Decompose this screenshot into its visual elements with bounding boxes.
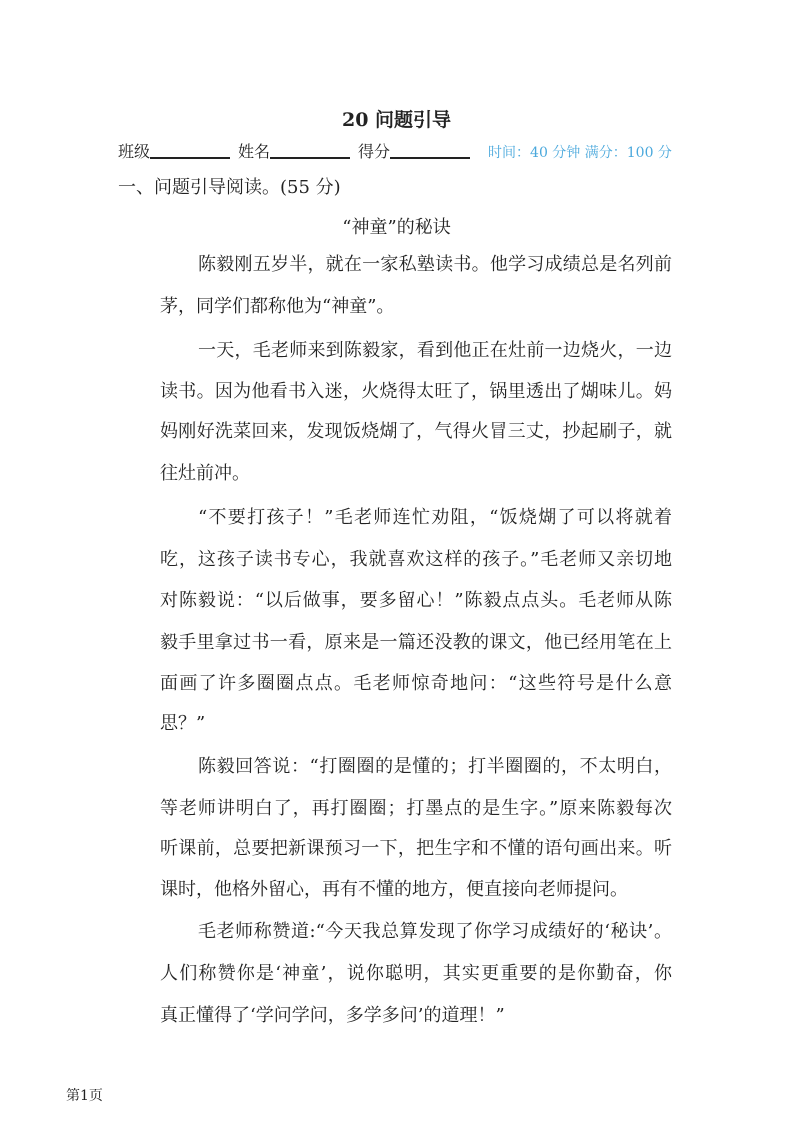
time-info: 时间：40 分钟 满分：100 分 bbox=[488, 145, 672, 161]
article-line: 妈刚好洗菜回来，发现饭烧煳了，气得火冒三丈，抄起刷子，就 bbox=[160, 421, 672, 442]
class-blank bbox=[150, 143, 230, 159]
article-title: “神童”的秘诀 bbox=[342, 217, 451, 238]
student-info-row bbox=[118, 139, 672, 162]
article-line: 陈毅回答说：“打圈圈的是懂的；打半圈圈的，不太明白， bbox=[198, 756, 672, 777]
article-line: 往灶前冲。 bbox=[160, 463, 250, 484]
page-title: 20 问题引导 bbox=[341, 109, 452, 131]
score-blank bbox=[390, 143, 470, 159]
article-line: 一天，毛老师来到陈毅家，看到他正在灶前一边烧火，一边 bbox=[198, 340, 672, 361]
article-line: 毅手里拿过书一看，原来是一篇还没教的课文，他已经用笔在上 bbox=[160, 632, 672, 653]
name-blank bbox=[270, 143, 350, 159]
article-line: 面画了许多圈圈点点。毛老师惊奇地问：“这些符号是什么意 bbox=[160, 673, 672, 694]
article-line: 读书。因为他看书入迷，火烧得太旺了，锅里透出了煳味儿。妈 bbox=[160, 381, 672, 402]
article-line: “不要打孩子！”毛老师连忙劝阻，“饭烧煳了可以将就着 bbox=[198, 507, 672, 528]
article-line: 陈毅刚五岁半，就在一家私塾读书。他学习成绩总是名列前 bbox=[198, 254, 672, 275]
article-line: 真正懂得了‘学问学问，多学多问’的道理！” bbox=[160, 1005, 505, 1026]
section-heading: 一、问题引导阅读。(55 分) bbox=[118, 177, 341, 198]
article-line: 吃，这孩子读书专心，我就喜欢这样的孩子。”毛老师又亲切地 bbox=[160, 549, 672, 570]
page-number: 第1页 bbox=[66, 1088, 103, 1104]
article-line: 毛老师称赞道:“今天我总算发现了你学习成绩好的‘秘诀’。 bbox=[198, 921, 672, 942]
article-line: 课时，他格外留心，再有不懂的地方，便直接向老师提问。 bbox=[160, 879, 628, 900]
article-line: 对陈毅说：“以后做事，要多留心！”陈毅点点头。毛老师从陈 bbox=[160, 590, 672, 611]
class-label: 班级 bbox=[118, 142, 151, 161]
score-label: 得分 bbox=[358, 142, 391, 161]
article-line: 人们称赞你是‘神童’，说你聪明，其实更重要的是你勤奋，你 bbox=[160, 963, 672, 984]
article-line: 等老师讲明白了，再打圈圈；打墨点的是生字。”原来陈毅每次 bbox=[160, 798, 672, 819]
article-line: 听课前，总要把新课预习一下，把生字和不懂的语句画出来。听 bbox=[160, 838, 672, 859]
name-label: 姓名 bbox=[238, 142, 271, 161]
article-line: 茅，同学们都称他为“神童”。 bbox=[160, 296, 395, 317]
article-line: 思？” bbox=[160, 713, 206, 734]
